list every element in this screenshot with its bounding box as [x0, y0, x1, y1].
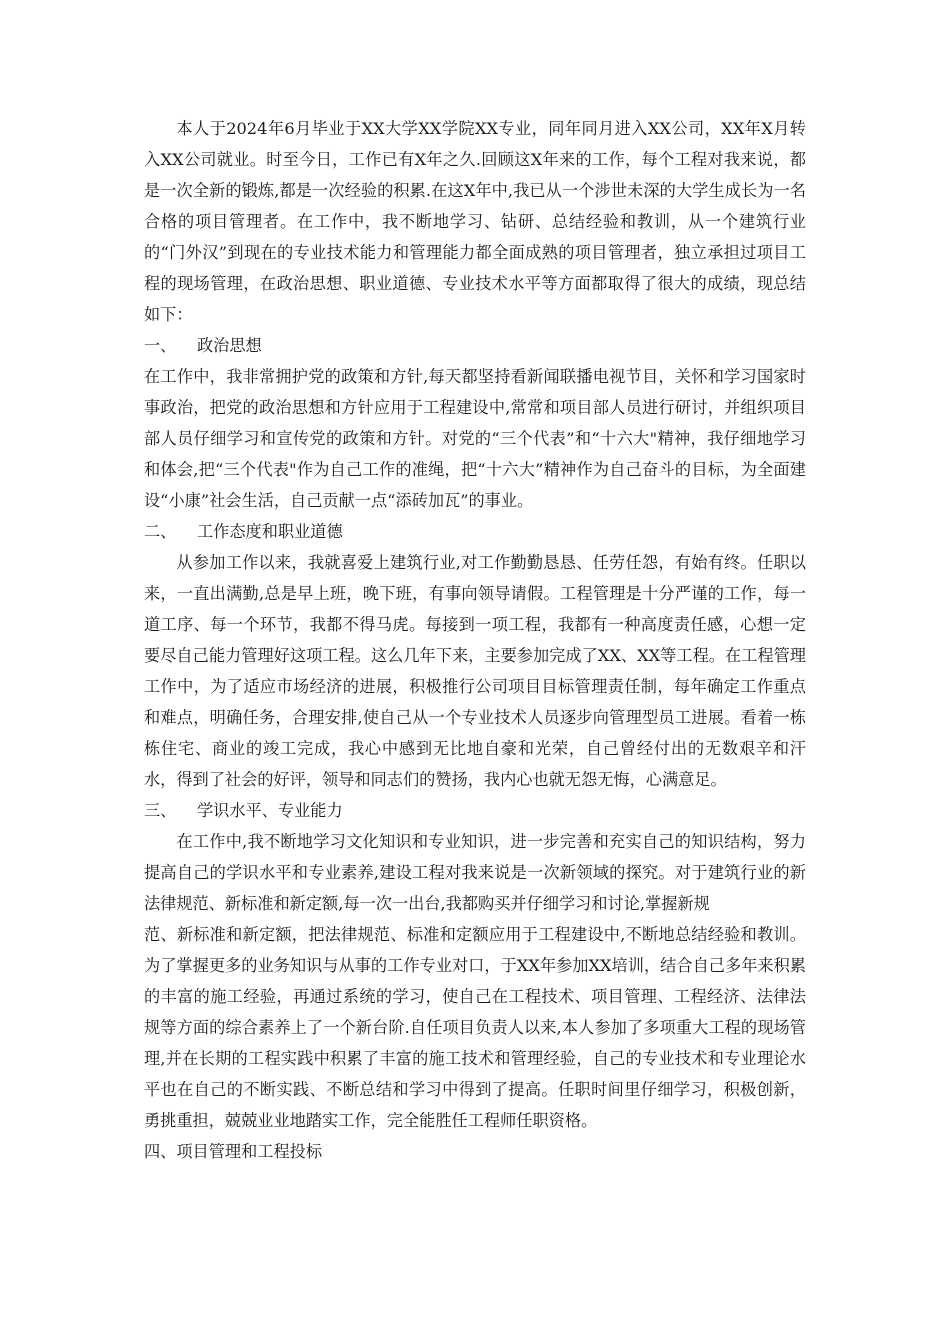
section-heading-political: 一、 政治思想 [144, 336, 262, 355]
section-heading-knowledge: 三、 学识水平、专业能力 [144, 801, 343, 820]
section-heading-project-management: 四、项目管理和工程投标 [144, 1142, 323, 1161]
political-paragraph: 在工作中，我非常拥护党的政策和方针,每天都坚持看新闻联播电视节目，关怀和学习国家时事政治，把党的政治思想和方针应用于工程建设中,常常和项目部人员进行研讨，并组织项目部人员仔细学习和宣传党的政策和方针。对党的“三个代表”和“十六大"精神，我仔细地学习和体会,把“三个代表"作为自己工作的准绳，把“十六大”精神作为自己奋斗的目标，为全面建设“小康”社会生活，自己贡献一点“添砖加瓦”的事业。 [144, 367, 806, 510]
knowledge-paragraph-1: 在工作中,我不断地学习文化知识和专业知识，进一步完善和充实自己的知识结构，努力提高自己的学识水平和专业素养,建设工程对我来说是一次新领域的探究。对于建筑行业的新法律规范、新标准和新定额,每一次一出台,我都购买并仔细学习和讨论,掌握新规 [144, 832, 806, 913]
knowledge-paragraph-2: 范、新标准和新定额，把法律规范、标准和定额应用于工程建设中,不断地总结经验和教训。为了掌握更多的业务知识与从事的工作专业对口，于XX年参加XX培训，结合自己多年来积累的丰富的施工经验，再通过系统的学习，使自己在工程技术、项目管理、工程经济、法律法规等方面的综合素养上了一个新台阶.自任项目负责人以来,本人参加了多项重大工程的现场管理,并在长期的工程实践中积累了丰富的施工技术和管理经验，自己的专业技术和专业理论水平也在自己的不断实践、不断总结和学习中得到了提高。任职时间里仔细学习，积极创新，勇挑重担，兢兢业业地踏实工作，完全能胜任工程师任职资格。 [144, 925, 806, 1130]
document-body [144, 113, 806, 1167]
section-heading-attitude: 二、 工作态度和职业道德 [144, 522, 343, 541]
intro-paragraph: 本人于2024年6月毕业于XX大学XX学院XX专业，同年同月进入XX公司，XX年X月转入XX公司就业。时至今日，工作已有X年之久.回顾这X年来的工作，每个工程对我来说，都是一次全新的锻炼,都是一次经验的积累.在这X年中,我已从一个涉世未深的大学生成长为一名合格的项目管理者。在工作中，我不断地学习、钻研、总结经验和教训，从一个建筑行业的“门外汉”到现在的专业技术能力和管理能力都全面成熟的项目管理者，独立承担过项目工程的现场管理，在政治思想、职业道德、专业技术水平等方面都取得了很大的成绩，现总结如下： [144, 119, 806, 324]
attitude-paragraph: 从参加工作以来，我就喜爱上建筑行业,对工作勤勤恳恳、任劳任怨，有始有终。任职以来，一直出满勤,总是早上班，晚下班，有事向领导请假。工程管理是十分严谨的工作，每一道工序、每一个环节，我都不得马虎。每接到一项工程，我都有一种高度责任感，心想一定要尽自己能力管理好这项工程。这么几年下来，主要参加完成了XX、XX等工程。在工程管理工作中，为了适应市场经济的进展，积极推行公司项目目标管理责任制，每年确定工作重点和难点，明确任务，合理安排,使自己从一个专业技术人员逐步向管理型员工进展。看着一栋栋住宅、商业的竣工完成，我心中感到无比地自豪和光荣，自己曾经付出的无数艰辛和汗水，得到了社会的好评，领导和同志们的赞扬，我内心也就无怨无悔，心满意足。 [144, 553, 806, 789]
